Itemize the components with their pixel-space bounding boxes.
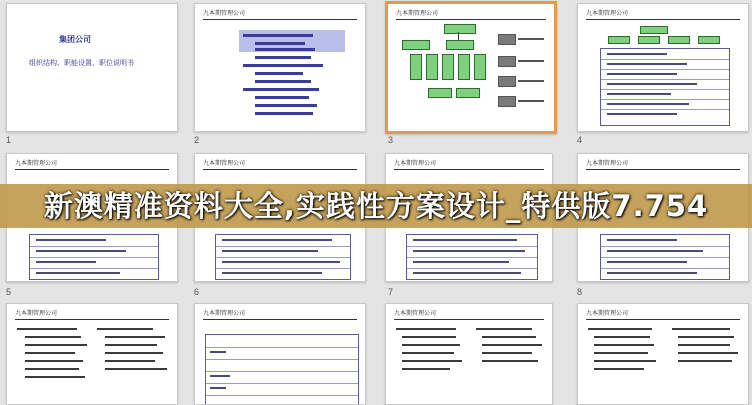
slide-number-5: 5 [6,287,12,297]
slide-thumbnail-12[interactable] [577,303,749,405]
slide-number-7: 7 [388,287,394,297]
slide-10-header: 九本期管理公司 [203,310,357,320]
slide-1-company: 集团公司 [59,35,91,44]
slide-number-4: 4 [577,135,583,145]
slide-thumbnail-10[interactable] [194,303,366,405]
slide-thumbnail-3[interactable] [385,1,557,134]
slide-3-header: 九本期管理公司 [396,10,546,20]
slide-6-header: 九本期管理公司 [203,160,357,170]
slide-2-header: 九本期管理公司 [203,10,357,20]
slide-12-header: 九本期管理公司 [586,310,740,320]
slide-number-2: 2 [194,135,200,145]
slide-5-header: 九本期管理公司 [15,160,169,170]
slide-11-header: 九本期管理公司 [394,310,544,320]
slide-number-8: 8 [577,287,583,297]
slide-thumbnail-4[interactable] [577,3,749,132]
slide-8-header: 九本期管理公司 [586,160,740,170]
slide-9-header: 九本期管理公司 [15,310,169,320]
slide-thumbnail-9[interactable] [6,303,178,405]
slide-number-1: 1 [6,135,12,145]
slide-thumbnail-2[interactable] [194,3,366,132]
slide-number-6: 6 [194,287,200,297]
slide-thumbnail-1[interactable] [6,3,178,132]
slide-1-title: 组织结构、职能设置、职位说明书 [29,59,134,67]
slide-7-header: 九本期管理公司 [394,160,544,170]
slide-4-header: 九本期管理公司 [586,10,740,20]
slide-thumbnail-11[interactable] [385,303,553,405]
slide-number-3: 3 [388,135,394,145]
overlay-title: 新澳精准资料大全,实践性方案设计_特供版7.754 [43,189,709,223]
